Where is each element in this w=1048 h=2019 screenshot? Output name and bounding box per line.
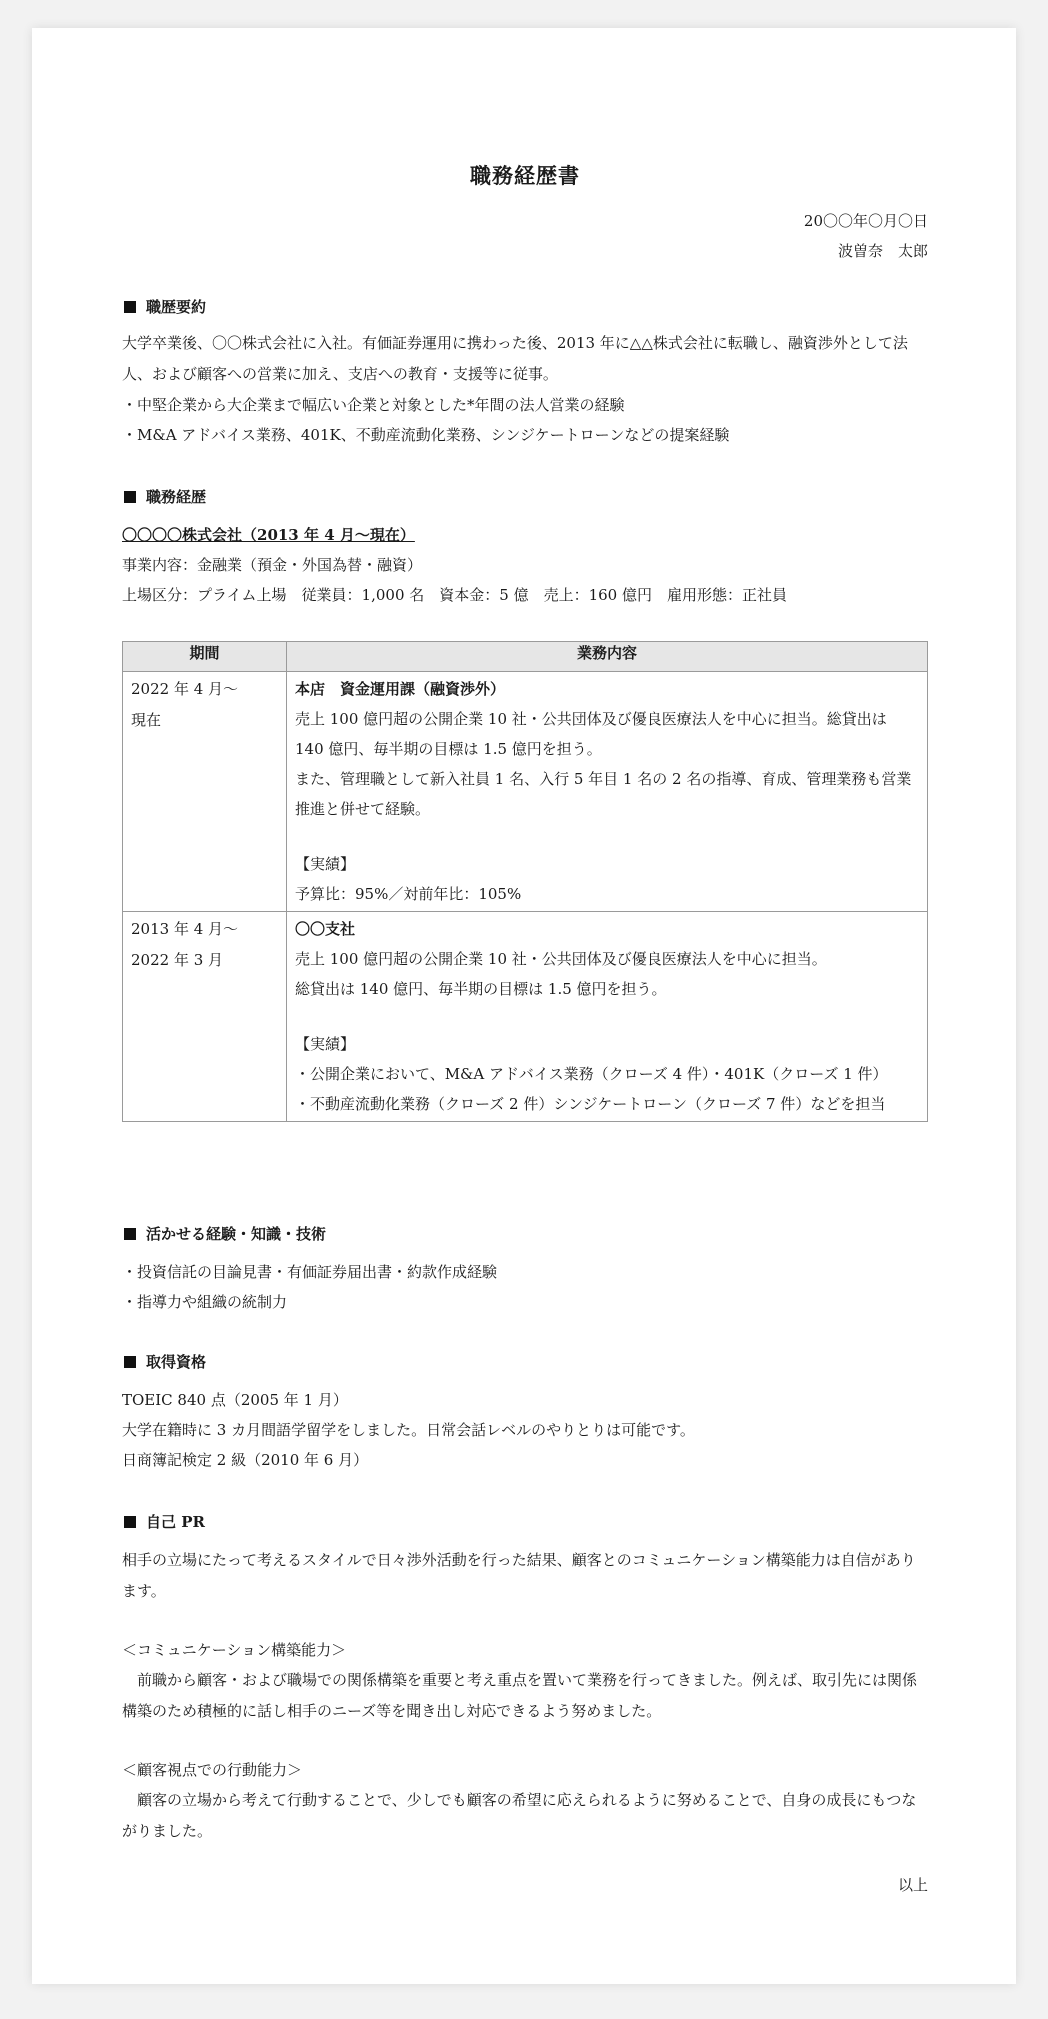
duty-title: 〇〇支社: [295, 920, 356, 938]
pr-heading-text: 自己 PR: [146, 1513, 205, 1531]
skills-heading-text: 活かせる経験・知識・技術: [146, 1225, 327, 1243]
document-date: 20〇〇年〇月〇日: [803, 212, 928, 230]
career-heading-text: 職務経歴: [146, 488, 207, 506]
pr-intro: 相手の立場にたって考えるスタイルで日々渉外活動を行った結果、顧客とのコミュニケーション構築能力は自信があります。: [122, 1551, 916, 1600]
qualifications-heading-text: 取得資格: [146, 1353, 207, 1371]
period-end: 2022 年 3 月: [131, 951, 224, 969]
pr-block-text: 前職から顧客・および職場での関係構築を重要と考え重点を置いて業務を行ってきました。例えば、取引先には関係構築のため積極的に話し相手のニーズ等を聞き出し対応できるよう努めました。: [122, 1671, 918, 1720]
result-label: 【実績】: [295, 1035, 356, 1053]
square-bullet-icon: [124, 1356, 136, 1368]
pr-block-text: 顧客の立場から考えて行動することで、少しでも顧客の希望に応えられるように努めることで、自身の成長にもつながりました。: [122, 1791, 917, 1840]
skills-heading: [122, 1223, 928, 1245]
duty-title: 本店 資金運用課（融資渉外）: [295, 680, 506, 698]
pr-block-title: ＜コミュニケーション構築能力＞: [122, 1641, 347, 1659]
square-bullet-icon: [124, 1516, 136, 1528]
company-business: 事業内容：金融業（預金・外国為替・融資）: [122, 556, 423, 574]
qualifications-heading: [122, 1351, 928, 1373]
duties-cell: [287, 912, 928, 1122]
spacer: [295, 1004, 919, 1029]
table-header-period: 期間: [123, 642, 287, 672]
period-cell: [123, 672, 287, 912]
result-text: 予算比：95%／対前年比：105%: [295, 885, 522, 903]
summary-text: 大学卒業後、〇〇株式会社に入社。有価証券運用に携わった後、2013 年に△△株式会社に転職し、融資渉外として法人、および顧客への営業に加え、支店への教育・支援等に従事。: [122, 334, 908, 383]
square-bullet-icon: [124, 491, 136, 503]
table-header-row: [123, 642, 928, 672]
closing-text: 以上: [897, 1876, 928, 1894]
qualification-item: TOEIC 840 点（2005 年 1 月）: [122, 1391, 348, 1409]
table-row: [123, 672, 928, 912]
company-name: 〇〇〇〇株式会社（2013 年 4 月〜現在）: [122, 526, 415, 544]
period-cell: [123, 912, 287, 1122]
square-bullet-icon: [124, 301, 136, 313]
summary-heading-text: 職歴要約: [146, 298, 207, 316]
duty-text: 売上 100 億円超の公開企業 10 社・公共団体及び優良医療法人を中心に担当。: [295, 950, 827, 968]
skills-section: [122, 1223, 928, 1317]
duty-text: また、管理職として新入社員 1 名、入行 5 年目 1 名の 2 名の指導、育成、管理業務も営業推進と併せて経験。: [295, 770, 912, 818]
spacer: [295, 824, 919, 849]
career-table: [122, 641, 928, 1122]
result-label: 【実績】: [295, 855, 356, 873]
qualification-item: 日商簿記検定 2 級（2010 年 6 月）: [122, 1451, 369, 1469]
period-start: 2022 年 4 月〜: [131, 680, 239, 698]
document-author: 波曽奈 太郎: [837, 242, 928, 260]
table-header-duties: 業務内容: [287, 642, 928, 672]
qualification-item: 大学在籍時に 3 カ月間語学留学をしました。日常会話レベルのやりとりは可能です。: [122, 1421, 695, 1439]
summary-section: [122, 296, 928, 450]
skill-item: ・指導力や組織の統制力: [122, 1293, 288, 1311]
skill-item: ・投資信託の目論見書・有価証券届出書・約款作成経験: [122, 1263, 498, 1281]
pr-heading: [122, 1511, 928, 1533]
spacer: [122, 1727, 928, 1755]
result-text: ・不動産流動化業務（クローズ 2 件）シンジケートローン（クローズ 7 件）などを担当: [295, 1095, 886, 1113]
square-bullet-icon: [124, 1228, 136, 1240]
qualifications-section: [122, 1351, 928, 1475]
duties-cell: [287, 672, 928, 912]
pr-section: [122, 1511, 928, 1847]
career-section: [122, 486, 928, 610]
table-row: [123, 912, 928, 1122]
period-end: 現在: [131, 711, 162, 729]
career-heading: [122, 486, 928, 508]
document-title: 職務経歴書: [470, 163, 580, 188]
pr-block-title: ＜顧客視点での行動能力＞: [122, 1761, 303, 1779]
period-start: 2013 年 4 月〜: [131, 920, 239, 938]
document-page: [32, 28, 1016, 1984]
summary-heading: [122, 296, 928, 318]
summary-bullet: ・中堅企業から大企業まで幅広い企業と対象とした*年間の法人営業の経験: [122, 396, 625, 414]
company-info: 上場区分：プライム上場 従業員：1,000 名 資本金：5 億 売上：160 億円 雇用形態：正社員: [122, 586, 787, 604]
spacer: [122, 1607, 928, 1635]
summary-bullet: ・M&A アドバイス業務、401K、不動産流動化業務、シンジケートローンなどの提案経験: [122, 426, 730, 444]
duty-text: 売上 100 億円超の公開企業 10 社・公共団体及び優良医療法人を中心に担当。総貸出は 140 億円、毎半期の目標は 1.5 億円を担う。: [295, 710, 887, 758]
duty-text: 総貸出は 140 億円、毎半期の目標は 1.5 億円を担う。: [295, 980, 667, 998]
result-text: ・公開企業において、M&A アドバイス業務（クローズ 4 件）・401K（クローズ 1 件）: [295, 1065, 888, 1083]
